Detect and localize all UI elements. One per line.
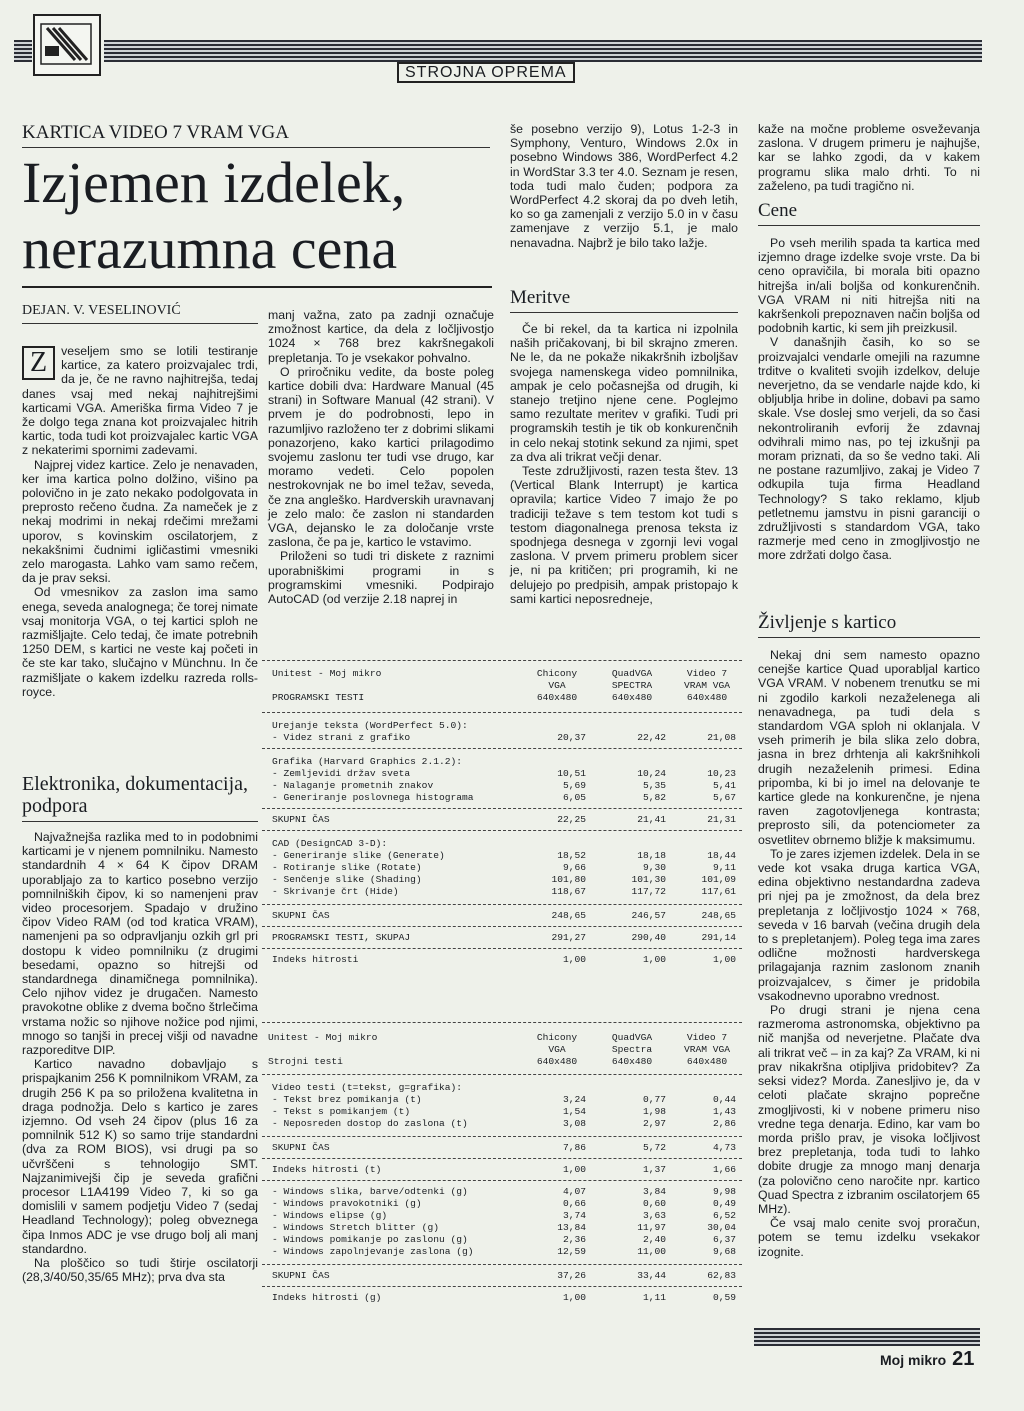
row-label: - Windows slika, barve/odtenki (g) [272,1186,468,1197]
cell-value: 13,84 [557,1222,586,1233]
paragraph: V današnjih časih, ko so se proizvajalci vendarle omejili na razumne trditve o kvaliteti svojih izdelkov, deluje neverjetno, da se vendarle najde kdo, ki obljublja hribe in doline, dobavi pa samo skale. Vse doslej smo verjeli, da so časi nekontroliranih evforij že zdavnaj odvihrali mimo nas, po tej izkušnji pa moram priznati, da so še vedno taki. Ali ne postane razumljivo, zakaj je Video 7 odkupila tuja firma Headland Technology? S tako reklamo, kljub petletnemu jamstvu in pisni garanciji o združljivosti s standardom VGA, tako razmerje med ceno in zmogljivostjo ne more zdržati dolgo časa. [758,335,980,563]
group-title: Grafika (Harvard Graphics 2.1.2): [272,756,462,767]
kicker: KARTICA VIDEO 7 VRAM VGA [22,122,490,148]
cell-value: 3,74 [562,1210,586,1221]
cell-value: 101,30 [631,874,666,885]
headline: Izjemen izdelek, nerazumna cena [22,150,406,281]
cell-value: 21,41 [637,814,666,825]
table-strojni-testi [262,1022,742,1342]
byline: DEJAN. V. VESELINOVIĆ [22,303,258,324]
header-stripe-left [14,40,32,62]
divider [262,1136,742,1137]
paragraph: Priloženi so tudi tri diskete z raznimi uporabniškimi programi in s programskimi vmesniki. Podpirajo AutoCAD (od verzije 2.18 naprej in [268,549,494,607]
divider [262,1180,742,1181]
cell-value: 22,42 [637,732,666,743]
cell-value: 20,37 [557,732,586,743]
cell-value: 9,30 [642,862,666,873]
cell-value: 291,14 [701,932,736,943]
subhead-elektronika: Elektronika, dokumentacija, podpora [22,773,258,822]
column-4-cont [758,236,980,563]
cell-value: 10,23 [707,768,736,779]
divider [262,1264,742,1265]
cell-value: 4,07 [562,1186,586,1197]
paragraph: Teste združljivosti, razen testa štev. 13 (Vertical Blank Interrupt) je kartica opravila; kartice Video 7 imajo že po tradiciji težave s tem testom kot tudi s testom diagonalnega prenosa teksta iz spodnjega desnega v zgornji levi vogal zaslona. V prvem primeru problem sicer je, ni pa kritičen; pri programih, ki ne delujejo po predpisih, ampak pristopajo k sami kartici neposredneje, [510,464,738,606]
row-label: - Senčenje slike (Shading) [272,874,422,885]
row-label: - Windows elipse (g) [272,1210,388,1221]
paragraph: Po drugi strani je njena cena razmeroma astronomska, objektivno pa nič manjša od neverjetne. Plačate dva ali trikrat več – in za kaj? Za VRAM, ki ni prav nikakršna otipljiva pridobitev? Za seksi videz? Morda. Zanesljivo je, da v celoti plačate skrajno poprečne zmogljivosti, ki v nobene primeru niso vredne tega denarja. Edino, kar vam bo morda prišlo prav, je visoka ločljivost brez prepletanja, toda tudi to lahko dobite drugje za mnogo manj denarja (za polovično ceno naročite npr. kartico Quad Spectra z izbranim oscilatorjem 65 MHz). [758,1003,980,1216]
row-label: - Tekst brez pomikanja (t) [272,1094,422,1105]
col-header-3: Video 7 VRAM VGA 640x480 [683,1032,731,1067]
subhead-meritve: Meritve [510,287,738,313]
cell-value: 117,61 [701,886,736,897]
paragraph: To je zares izjemen izdelek. Dela in se vede kot vsaka druga kartica VGA, edina objektivno nestandardna zadeva pri njej pa je zmožnost, da dela brez prepletanja z ločljivostjo 1024 × 768, seveda v 16 barvah (večina drugih dela to s prepletanjem). Poleg tega ima zares odlične možnosti hardverskega prilagajanja raznim zaslonom znanih proizvajalcev, s čimer je pridobila vsakodnevno uporabno vrednost. [758,846,980,1003]
row-label: PROGRAMSKI TESTI, SKUPAJ [272,932,411,943]
cell-value: 21,08 [707,732,736,743]
group-title: Video testi (t=tekst, g=grafika): [272,1082,462,1093]
column-2 [268,308,494,606]
cell-value: 2,97 [642,1118,666,1129]
cell-value: 1,00 [642,954,666,965]
cell-value: 11,00 [637,1246,666,1257]
table-source: Unitest - Moj mikro [272,668,382,679]
cell-value: 5,69 [562,780,586,791]
cell-value: 1,00 [562,1164,586,1175]
divider [262,1022,742,1023]
col-header-2: QuadVGA SPECTRA 640x480 [611,668,653,703]
cell-value: 5,67 [712,792,736,803]
cell-value: 37,26 [557,1270,586,1281]
cell-value: 10,24 [637,768,666,779]
cell-value: 18,44 [707,850,736,861]
cell-value: 246,57 [631,910,666,921]
cell-value: 0,49 [712,1198,736,1209]
row-label: - Skrivanje črt (Hide) [272,886,399,897]
cell-value: 1,66 [712,1164,736,1175]
cell-value: 0,77 [642,1094,666,1105]
cell-value: 1,98 [642,1106,666,1117]
cell-value: 18,18 [637,850,666,861]
row-label: - Neposreden dostop do zaslona (t) [272,1118,468,1129]
divider [262,830,742,831]
row-label: - Rotiranje slike (Rotate) [272,862,422,873]
magazine-name: Moj mikro [880,1352,947,1368]
page-footer [880,1348,974,1371]
cell-value: 6,37 [712,1234,736,1245]
cell-value: 2,40 [642,1234,666,1245]
cell-value: 1,43 [712,1106,736,1117]
footer-stripe [754,1328,980,1346]
cell-value: 9,11 [712,862,736,873]
col-header-2: QuadVGA Spectra 640x480 [611,1032,653,1067]
cell-value: 5,41 [712,780,736,791]
cell-value: 11,97 [637,1222,666,1233]
divider [262,808,742,809]
table-programski-testi [262,660,742,1014]
subhead-cene: Cene [758,200,980,226]
paragraph: O priročniku vedite, da boste poleg kartice dobili dva: Hardware Manual (45 strani) in Software Manual (42 strani). V prvem je do podrobnosti, lepo in razumljivo razloženo ter z dobrimi slikami ponazorjeno, kako kartici prilagodimo svojemu zaslonu ter tudi vse drugo, kar moramo vedeti. Celo popolen nestrokovnjak ne bo imel težav, seveda, če zna angleško. Hardverskih uravnavanj je zelo malo: če zaslon ni standarden VGA, dejansko le za določanje vrste zaslona, če pa je, kartico le vstavimo. [268,364,494,550]
cell-value: 3,63 [642,1210,666,1221]
cell-value: 30,04 [707,1222,736,1233]
cell-value: 291,27 [551,932,586,943]
cell-value: 1,00 [562,954,586,965]
paragraph: veseljem smo se lotili testiranje kartice, za katero proizvajalec trdi, da je, če ne ravno najhitrejša, tedaj danes vsaj med nekaj najhitrejšimi karticami VGA. Ameriška firma Video 7 je že dolgo tega znana kot proizvajalec hitrih kartic, toda tudi kot proizvajalec kartic VGA z nekaterimi spornimi zadevami. [22,344,258,458]
cell-value: 5,35 [642,780,666,791]
paragraph: še posebno verzijo 9), Lotus 1-2-3 in Symphony, Venturo, Windows 2.0x in posebno Windows 386, WordPerfect 4.2 in WordStar 3.3 ter 4.0. Seznam je resen, toda tudi malo čuden; podpora za WordPerfect 4.2 skoraj da po dveh letih, ko so ga zamenjali z verzijo 5.0 in v času zamenjave z verzijo 5.1, je malo nenavadna. Najbrž je bilo tako lažje. [510,122,738,250]
cell-value: 2,36 [562,1234,586,1245]
cell-value: 1,00 [712,954,736,965]
col-header-1: Chicony VGA 640x480 [536,668,578,703]
column-4-cont2 [758,648,980,1259]
cell-value: 3,08 [562,1118,586,1129]
row-label: - Nalaganje prometnih znakov [272,780,434,791]
row-label: - Generiranje poslovnega histograma [272,792,474,803]
cell-value: 3,84 [642,1186,666,1197]
cell-value: 0,60 [642,1198,666,1209]
table-source: Unitest - Moj mikro [268,1032,378,1043]
header-stripe [104,40,982,62]
cell-value: 2,86 [712,1118,736,1129]
cell-value: 22,25 [557,814,586,825]
paragraph: Če vsaj malo cenite svoj proračun, potem se temu izdelku vsekakor izognite. [758,1216,980,1259]
row-label: - Generiranje slike (Generate) [272,850,445,861]
table-subtitle: PROGRAMSKI TESTI [272,692,365,703]
row-label: - Tekst s pomikanjem (t) [272,1106,411,1117]
cell-value: 5,82 [642,792,666,803]
column-3-cont [510,322,738,606]
divider [262,1158,742,1159]
cell-value: 10,51 [557,768,586,779]
cell-value: 12,59 [557,1246,586,1257]
cell-value: 290,40 [631,932,666,943]
headline-rule [22,286,492,288]
cell-value: 101,80 [551,874,586,885]
cell-value: 33,44 [637,1270,666,1281]
cell-value: 1,37 [642,1164,666,1175]
divider [262,748,742,749]
cell-value: 6,05 [562,792,586,803]
table-subtitle: Strojni testi [268,1056,343,1067]
paragraph: kaže na močne probleme osveževanja zaslona. V drugem primeru je najhujše, kar se lahko zgodi, da v kakem programu slika malo drhti. To ni zaželeno, pa tudi tragično ni. [758,122,980,193]
column-1-cont [22,830,258,1285]
paragraph: Nekaj dni sem namesto opazno cenejše kartice Quad uporabljal kartico VGA VRAM. V nobenem trenutku se mi ni zgodilo karkoli nezaželenega ali nenavadnega, pa tudi dela s standardom VGA sploh ni oklanjala. V vseh primerih je bila slika zelo dobra, jasna in brez drhtenja ali kakršnihkoli drugih nezaželenih primesi. Edina pripomba, ki bi jo imel na delovanje te kartice glede na konkurenčne, je njena raven zagotovljenega kontrasta; preprosto sili, da potenciometer za osvetlitev obrnemo bližje k maksimumu. [758,648,980,847]
cell-value: 6,52 [712,1210,736,1221]
cell-value: 4,73 [712,1142,736,1153]
cell-value: 1,11 [642,1292,666,1303]
paragraph: Na ploščico so tudi štirje oscilatorji (28,3/40/50,35/65 MHz); prva dva sta [22,1256,258,1285]
paragraph: Po vseh merilih spada ta kartica med izjemno drage izdelke svoje vrste. Da bi ceno opravičila, bi morala biti opazno hitrejša in/ali boljša od konkurenčnih. VGA VRAM ni niti hitrejša niti na kakršenkoli prepoznaven način boljša od podobnih kartic, ki sem jih preizkusil. [758,236,980,336]
cell-value: 9,98 [712,1186,736,1197]
column-3 [510,122,738,250]
paragraph: Če bi rekel, da ta kartica ni izpolnila naših pričakovanj, bi bil skrajno zmeren. Ne le, da ne pokaže nikakršnih izboljšav svojega namenskega video pomnilnika, ampak je celo počasnejša od drugih, ki stanejo tretjino njene cene. Poglejmo samo rezultate meritev v grafiki. Tudi pri programskih testih je tik ob konkurenčnih in celo nekaj stotink sekund za njimi, spet za dva ali trikrat večji denar. [510,322,738,464]
row-label: SKUPNI ČAS [272,910,330,921]
divider [262,660,742,661]
cell-value: 5,72 [642,1142,666,1153]
divider [262,948,742,949]
row-label: SKUPNI ČAS [272,1270,330,1281]
paragraph: manj važna, zato pa zadnji označuje zmožnost kartice, da dela z ločljivostjo 1024 × 768 brez kakršnegakoli prepletanja. To je vsekakor pohvalno. [268,308,494,365]
row-label: SKUPNI ČAS [272,1142,330,1153]
col-header-1: Chicony VGA 640x480 [536,1032,578,1067]
cell-value: 62,83 [707,1270,736,1281]
divider [262,904,742,905]
cell-value: 0,59 [712,1292,736,1303]
cell-value: 9,68 [712,1246,736,1257]
cell-value: 21,31 [707,814,736,825]
row-label: - Zemljevidi držav sveta [272,768,411,779]
cell-value: 248,65 [701,910,736,921]
row-label: - Windows pravokotniki (g) [272,1198,422,1209]
group-title: CAD (DesignCAD 3-D): [272,838,388,849]
divider [262,712,742,713]
cell-value: 248,65 [551,910,586,921]
paragraph: Od vmesnikov za zaslon ima samo enega, seveda analognega; če torej nimate vsaj monitorja VGA, o tej kartici sploh ne razmišljajte. Celo tedaj, če imate potrebnih 1250 DEM, s kartici ne veste kaj početi in če ste kar tako, slučajno v Münchnu. In če razmišljate o kakem izdelku razreda rolls-royce. [22,585,258,699]
cell-value: 101,09 [701,874,736,885]
row-label: - Videz strani z grafiko [272,732,411,743]
row-label: - Windows zapolnjevanje zaslona (g) [272,1246,474,1257]
divider [262,1286,742,1287]
row-label: - Windows pomikanje po zaslonu (g) [272,1234,468,1245]
paragraph: Kartico navadno dobavljajo s prispajkanim 256 K pomnilnikom VRAM, za drugih 256 K pa so priložena kvalitetna in draga podnožja. Delo s kartico je zares izjemno. Od vseh 24 čipov (plus 16 za pomnilnik 512 K) so samo trije standardni (dva za ROM BIOS), vsi drugi pa so učvrščeni s tehnologijo SMT. Najzanimivejši čip je seveda grafični procesor L1A4199 Video 7, ki so ga domislili v samem podjetju Video 7 (sedaj Headland Technology); poleg obveznega čipa Inmos ADC je vse drugo bolj ali manj standardno. [22,1057,258,1256]
cell-value: 118,67 [551,886,586,897]
row-label: Indeks hitrosti (g) [272,1292,382,1303]
column-4 [758,122,980,193]
divider [262,1074,742,1075]
dropcap: Z [22,346,55,380]
subhead-zivljenje: Življenje s kartico [758,612,980,638]
cell-value: 7,86 [562,1142,586,1153]
cell-value: 1,00 [562,1292,586,1303]
column-1 [22,344,258,699]
col-header-3: Video 7 VRAM VGA 640x480 [683,668,731,703]
cell-value: 0,66 [562,1198,586,1209]
section-tag: STROJNA OPREMA [397,62,575,83]
paragraph: Najprej videz kartice. Zelo je nenavaden, ker ima kartica polno dolžino, višino pa polovično in je zato nekako podolgovata in preprosto rečeno čudna. Za nameček je z nekaj modrimi in nekaj rdečimi mrežami uporov, s kovinskim oscilatorjem, z nekakšnimi čudnimi igličastimi vmesniki zelo marogasta. Lahko vam samo rečem, da je prav seksi. [22,457,258,586]
divider [262,926,742,927]
cell-value: 3,24 [562,1094,586,1105]
paragraph: Najvažnejša razlika med to in podobnimi karticami je v njenem pomnilniku. Namesto standardnih 4 × 64 K čipov DRAM uporabljajo za to kartico posebno verzijo pomnilniških čipov, ki so namenjeni prav video procesorjem. Spadajo v družino čipov Video RAM (od tod kratica VRAM), namenjeni pa so odpravljanju ozkih grl pri dostopu k video pomnilniku (z drugimi besedami, opazno so hitrejši od standardnega dinamičnega pomnilnika). Celo njihov videz je drugačen. Namesto pravokotne oblike z dvema bočno štrlečima vrstama nožic so njihove nožice pod njimi, mnogo so tanjši in precej višji od navadne razporeditve DIP. [22,830,258,1058]
cell-value: 117,72 [631,886,666,897]
cell-value: 18,52 [557,850,586,861]
cell-value: 1,54 [562,1106,586,1117]
cell-value: 0,44 [712,1094,736,1105]
group-title: SKUPNI ČAS [272,814,330,825]
page-number: 21 [952,1348,975,1370]
row-label: Indeks hitrosti (t) [272,1164,382,1175]
group-title: Urejanje teksta (WordPerfect 5.0): [272,720,468,731]
section-logo-icon [33,14,101,76]
row-label: Indeks hitrosti [272,954,359,965]
row-label: - Windows Stretch blitter (g) [272,1222,439,1233]
cell-value: 9,66 [562,862,586,873]
